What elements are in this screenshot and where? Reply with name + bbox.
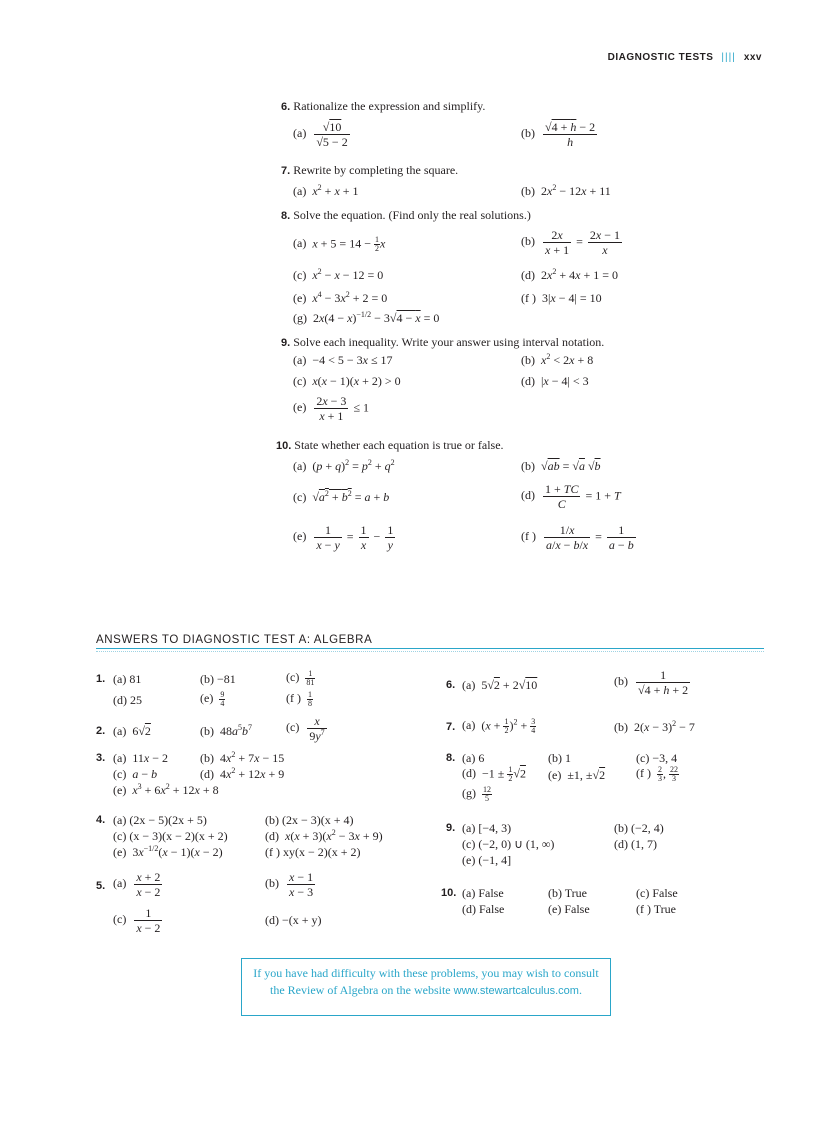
q10a: (a) $(p + q)^2 = p^2 + q^2$: [293, 458, 395, 473]
q6b-label: (b): [521, 126, 535, 141]
q8g: (g) $2x(4 - x)^{-1/2} - 3√4 - x = 0$: [293, 310, 440, 325]
q6a: [293, 120, 352, 149]
q10c: (c) $√a^2 + b^2 = a + b$: [293, 489, 390, 504]
note-end: .: [578, 983, 582, 997]
ans8f-label: (f ): [636, 766, 651, 781]
q8e-label: (e): [293, 291, 307, 305]
ans3d: (d) $4x^2 + 12x + 9$: [200, 766, 285, 781]
q10f: (f ) $\frac{1/x}{a/x - b/x}$ = $\frac{1}{a - b}$: [521, 523, 634, 552]
q8c-label: (c): [293, 268, 307, 282]
q8c: (c) $x^2 - x - 12 = 0$: [293, 267, 384, 282]
ans3-num: 3.: [96, 752, 106, 764]
ans4-num: 4.: [96, 814, 106, 826]
ans9-num: 9.: [446, 822, 456, 834]
ans4d: (d) $x(x + 3)(x^2 - 3x + 9)$: [265, 828, 383, 843]
q6a-label: (a): [293, 126, 307, 141]
q6b-expr: $\frac{√4 + h - 2}{h}$: [545, 120, 596, 149]
ans8d-label: (d): [462, 766, 476, 781]
ans3c-label: (c): [113, 767, 127, 781]
ans10b: (b) True: [548, 886, 588, 900]
q8a: (a) x + 5 = 14 − $\frac{1}{2}$ x: [293, 235, 386, 253]
ans9c: (c) (−2, 0) ∪ (1, ∞): [462, 837, 555, 851]
q8f: (f ) 3|x − 4| = 10: [521, 291, 602, 305]
q8b: (b) $\frac{2x}{x + 1}$ = $\frac{2x - 1}{x}$: [521, 228, 620, 257]
ans8e-label: (e): [548, 768, 562, 782]
ans8f: (f ) $\frac{2}{3}$ , $\frac{22}{3}$: [636, 765, 678, 783]
ans10d: (d) False: [462, 902, 505, 916]
ans1c-label: (c): [286, 670, 300, 685]
ans10e: (e) False: [548, 902, 590, 916]
header-separator: ||||: [721, 52, 736, 63]
ans7-num: 7.: [446, 721, 456, 733]
running-header: [608, 52, 762, 63]
q8-number: 8.: [281, 210, 291, 222]
q9e: (e) $\frac{2x - 3}{x + 1}$ ≤ 1: [293, 394, 370, 423]
q10b: (b) √ab = √a √b: [521, 459, 601, 473]
ans8c: (c) −3, 4: [636, 751, 678, 765]
q6-text: Rationalize the expression and simplify.: [293, 99, 486, 113]
q8f-label: (f ): [521, 291, 536, 305]
q10f-label: (f ): [521, 529, 536, 544]
ans10a: (a) False: [462, 886, 504, 900]
q9d-label: (d): [521, 374, 535, 388]
ans5c-label: (c): [113, 912, 127, 927]
ans3a: (a) 11x − 2: [113, 751, 168, 765]
ans8d: (d) −1 ± $\frac{1}{2}$ √2: [462, 765, 526, 783]
ans6b: (b) $\frac{1}{√4 + h + 2}$: [614, 668, 689, 697]
ans9d: (d) (1, 7): [614, 837, 657, 851]
ans10c: (c) False: [636, 886, 678, 900]
ans1d: (d) 25: [113, 693, 142, 707]
ans1-num: 1.: [96, 673, 106, 685]
q7a: (a) $x^2 + x + 1$: [293, 183, 359, 198]
ans6b-label: (b): [614, 674, 628, 689]
q9b: (b) $x^2 < 2x + 8$: [521, 352, 594, 367]
ans8-num: 8.: [446, 752, 456, 764]
q9a: (a) −4 < 5 − 3x ≤ 17: [293, 353, 393, 367]
ans5b-label: (b): [265, 876, 279, 891]
q10d-label: (d): [521, 488, 535, 503]
q10d: (d) $\frac{1 + TC}{C}$ = 1 + T: [521, 482, 621, 511]
ans7a: (a) (x + $\frac{1}{2}$ )$^2$ + $\frac{3}{4}$: [462, 717, 536, 735]
ans1e: (e) $\frac{9}{4}$: [200, 690, 225, 708]
ans2b: (b) $48a^5b^7$: [200, 723, 252, 738]
ans5-num: 5.: [96, 880, 106, 892]
ans8g-label: (g): [462, 786, 476, 801]
ans4e: (e) $3x^{-1/2}(x - 1)(x - 2)$: [113, 844, 223, 859]
ans3e: (e) $x^3 + 6x^2 + 12x + 8$: [113, 782, 219, 797]
q8d: (d) $2x^2 + 4x + 1 = 0$: [521, 267, 618, 282]
help-note-box: [241, 958, 611, 1016]
ans8b: (b) 1: [548, 751, 571, 765]
header-title: DIAGNOSTIC TESTS: [607, 52, 714, 63]
q9-stem: [281, 335, 604, 351]
ans4e-label: (e): [113, 845, 127, 859]
ans7b: (b) $2(x - 3)^2 - 7$: [614, 719, 695, 734]
ans1e-label: (e): [200, 691, 214, 706]
ans10f: (f ) True: [636, 902, 677, 916]
website-link[interactable]: www.stewartcalculus.com: [453, 985, 579, 997]
q9d: (d) |x − 4| < 3: [521, 374, 589, 388]
q10a-label: (a): [293, 459, 307, 473]
ans4c: (c) (x − 3)(x − 2)(x + 2): [113, 829, 228, 843]
ans5b: (b) $\frac{x - 1}{x - 3}$: [265, 870, 314, 899]
ans5a-label: (a): [113, 876, 127, 891]
ans3b: (b) $4x^2 + 7x - 15$: [200, 750, 285, 765]
note-line2: [242, 982, 610, 1000]
q8g-label: (g): [293, 311, 307, 325]
note-line1: If you have had difficulty with these problems, you may wish to consult: [253, 966, 599, 980]
ans2c-label: (c): [286, 720, 300, 735]
q7-number: 7.: [281, 165, 291, 177]
q10e: (e) $\frac{1}{x - y}$ = $\frac{1}{x}$ − $\frac{1}{y}$: [293, 523, 394, 552]
ans2a-label: (a): [113, 724, 127, 738]
q6a-expr: $\frac{√10}{√5 - 2}$: [316, 120, 348, 149]
ans8a: (a) 6: [462, 751, 485, 765]
note-line2-text: the Review of Algebra on the website: [270, 983, 451, 997]
answers-rule-dotted: [96, 651, 764, 652]
answers-rule: [96, 648, 764, 649]
ans2c: (c) $\frac{x}{9y^7}$: [286, 714, 325, 743]
ans5d: (d) −(x + y): [265, 913, 322, 927]
q7b-label: (b): [521, 184, 535, 198]
ans8e: (e) ±1, ±√2: [548, 768, 606, 782]
ans6a-label: (a): [462, 678, 476, 692]
ans1f-label: (f ): [286, 691, 301, 706]
ans2b-label: (b): [200, 724, 214, 738]
q6b: [521, 120, 599, 149]
ans5c: (c) $\frac{1}{x - 2}$: [113, 906, 161, 935]
ans3d-label: (d): [200, 767, 214, 781]
q10b-label: (b): [521, 459, 535, 473]
ans1f: (f ) $\frac{1}{8}$: [286, 690, 312, 708]
ans3e-label: (e): [113, 783, 127, 797]
q9a-label: (a): [293, 353, 307, 367]
ans4b: (b) (2x − 3)(x + 4): [265, 813, 354, 827]
page-number: xxv: [743, 52, 762, 63]
ans1b: (b) −81: [200, 672, 236, 686]
q10-number: 10.: [276, 440, 292, 452]
q10-text: State whether each equation is true or false.: [294, 438, 504, 452]
ans4d-label: (d): [265, 829, 279, 843]
q9-number: 9.: [281, 337, 291, 349]
ans8g: (g) $\frac{12}{5}$: [462, 785, 491, 803]
q7b: (b) $2x^2 - 12x + 11$: [521, 183, 611, 198]
q9b-label: (b): [521, 353, 535, 367]
q6-stem: [281, 99, 485, 115]
q7-stem: [281, 163, 458, 179]
q8b-label: (b): [521, 234, 535, 249]
ans6a: (a) 5√2 + 2√10: [462, 678, 538, 692]
q8e: (e) $x^4 - 3x^2 + 2 = 0$: [293, 290, 388, 305]
q9c-label: (c): [293, 374, 307, 388]
q7a-label: (a): [293, 184, 307, 198]
ans1a: (a) 81: [113, 672, 142, 686]
ans4f: (f ) xy(x − 2)(x + 2): [265, 845, 361, 859]
ans4a: (a) (2x − 5)(2x + 5): [113, 813, 207, 827]
ans6-num: 6.: [446, 679, 456, 691]
ans9a: (a) [−4, 3): [462, 821, 512, 835]
q7-text: Rewrite by completing the square.: [293, 163, 459, 177]
ans5a: (a) $\frac{x + 2}{x - 2}$: [113, 870, 161, 899]
q8a-label: (a): [293, 236, 307, 251]
answers-title: ANSWERS TO DIAGNOSTIC TEST A: ALGEBRA: [96, 634, 373, 646]
q9-text: Solve each inequality. Write your answer using interval notation.: [293, 335, 605, 349]
ans7b-label: (b): [614, 720, 628, 734]
q9c: (c) x(x − 1)(x + 2) > 0: [293, 374, 401, 388]
q8-stem: [281, 208, 531, 224]
q9e-label: (e): [293, 400, 307, 415]
ans10-num: 10.: [441, 887, 457, 899]
ans2a: (a) 6√2: [113, 724, 151, 738]
ans2-num: 2.: [96, 725, 106, 737]
ans7a-label: (a): [462, 718, 476, 733]
ans3b-label: (b): [200, 751, 214, 765]
q8-text: Solve the equation. (Find only the real solutions.): [293, 208, 531, 222]
ans9e: (e) (−1, 4]: [462, 853, 512, 867]
q10-stem: [276, 438, 504, 454]
q10c-label: (c): [293, 490, 307, 504]
q6-number: 6.: [281, 101, 291, 113]
ans1c: (c) $\frac{1}{81}$: [286, 669, 315, 687]
q10e-label: (e): [293, 529, 307, 544]
ans3c: (c) a − b: [113, 767, 158, 781]
ans3a-label: (a): [113, 751, 127, 765]
q8d-label: (d): [521, 268, 535, 282]
ans9b: (b) (−2, 4): [614, 821, 664, 835]
